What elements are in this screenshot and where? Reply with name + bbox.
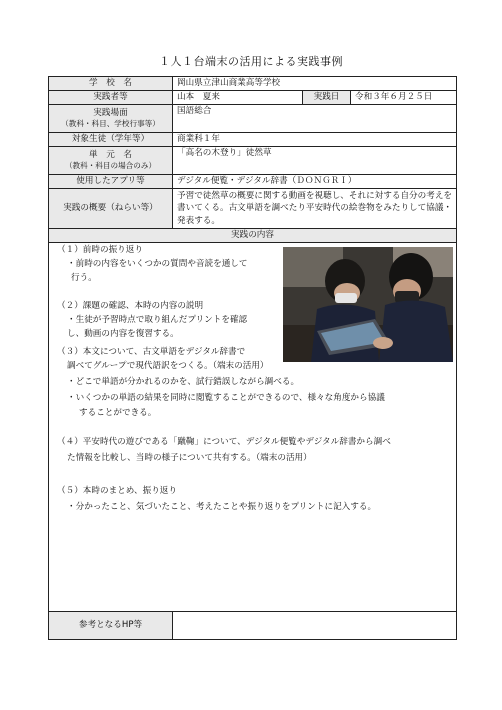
content-line: た情報を比較し、当時の様子について共有する。（端末の活用）: [67, 453, 312, 464]
content-line: （４）平安時代の遊びである「蹴鞠」について、デジタル便覧やデジタル辞書から調べ: [57, 437, 391, 448]
date-value: 令和３年６月２５日: [351, 91, 457, 105]
unit-value: 「高名の木登り」徒然草: [173, 147, 457, 175]
content-line: 調べてグループで現代語訳をつくる。（端末の活用）: [67, 361, 269, 372]
reference-value: [173, 612, 457, 640]
apps-label: 使用したアプリ等: [49, 175, 173, 189]
reference-label: 参考となるHP等: [49, 612, 173, 640]
school-label: 学 校 名: [49, 77, 173, 91]
overview-value: 予習で徒然草の概要に関する動画を視聴し、それに対する自分の考えを書いてくる。古文単語を調べたり平安時代の絵巻物をみたりして協議・発表する。: [173, 189, 457, 229]
practitioner-value: 山本 夏来: [173, 91, 303, 105]
content-cell: [49, 243, 457, 612]
content-line: することができる。: [79, 408, 157, 419]
scene-sublabel: （教科・科目、学校行事等）: [61, 119, 160, 129]
scene-value: 国語総合: [173, 105, 457, 133]
classroom-photo: [283, 247, 453, 362]
content-line: ・いくつかの単語の結果を同時に閲覧することができるので、様々な角度から協議: [67, 393, 385, 404]
content-line: 行う。: [71, 273, 97, 284]
practice-record-table: [48, 76, 457, 640]
scene-label: 実践場面: [93, 108, 128, 119]
content-body: [49, 243, 456, 611]
row-scene: [49, 105, 457, 133]
target-value: 商業科１年: [173, 133, 457, 147]
school-value: 岡山県立津山商業高等学校: [173, 77, 457, 91]
content-line: （２）課題の確認、本時の内容の説明: [57, 301, 204, 312]
unit-label: 単 元 名: [89, 150, 132, 161]
date-label: 実践日: [303, 91, 351, 105]
classroom-photo-image: [283, 247, 453, 362]
row-target: [49, 133, 457, 147]
overview-label: 実践の概要（ねらい等）: [49, 189, 173, 229]
row-apps: [49, 175, 457, 189]
row-content-header: [49, 229, 457, 243]
content-line: ・分かったこと、気づいたこと、考えたことや振り返りをプリントに記入する。: [67, 502, 377, 513]
content-line: ・生徒が予習時点で取り組んだプリントを確認: [67, 315, 248, 326]
unit-label-cell: [49, 147, 173, 175]
content-line: ・どこで単語が分かれるのかを、試行錯誤しながら調べる。: [67, 377, 300, 388]
content-line: ・前時の内容をいくつかの質問や音読を通して: [67, 259, 248, 270]
scene-label-cell: [49, 105, 173, 133]
content-line: （３）本文について、古文単語をデジタル辞書で: [57, 347, 246, 358]
row-overview: [49, 189, 457, 229]
content-line: し、動画の内容を復習する。: [67, 329, 179, 340]
content-line: （１）前時の振り返り: [57, 245, 143, 256]
content-line: （５）本時のまとめ、振り返り: [57, 486, 177, 497]
practitioner-label: 実践者等: [49, 91, 173, 105]
page-title: １人１台端末の活用による実践事例: [159, 55, 343, 68]
row-content: [49, 243, 457, 612]
row-practitioner: [49, 91, 457, 105]
row-school: [49, 77, 457, 91]
apps-value: デジタル便覧・デジタル辞書（ＤＯＮＧＲＩ）: [173, 175, 457, 189]
target-label: 対象生徒（学年等）: [49, 133, 173, 147]
row-reference: [49, 612, 457, 640]
row-unit: [49, 147, 457, 175]
unit-sublabel: （教科・科目の場合のみ）: [64, 161, 157, 171]
content-header: 実践の内容: [49, 229, 457, 243]
